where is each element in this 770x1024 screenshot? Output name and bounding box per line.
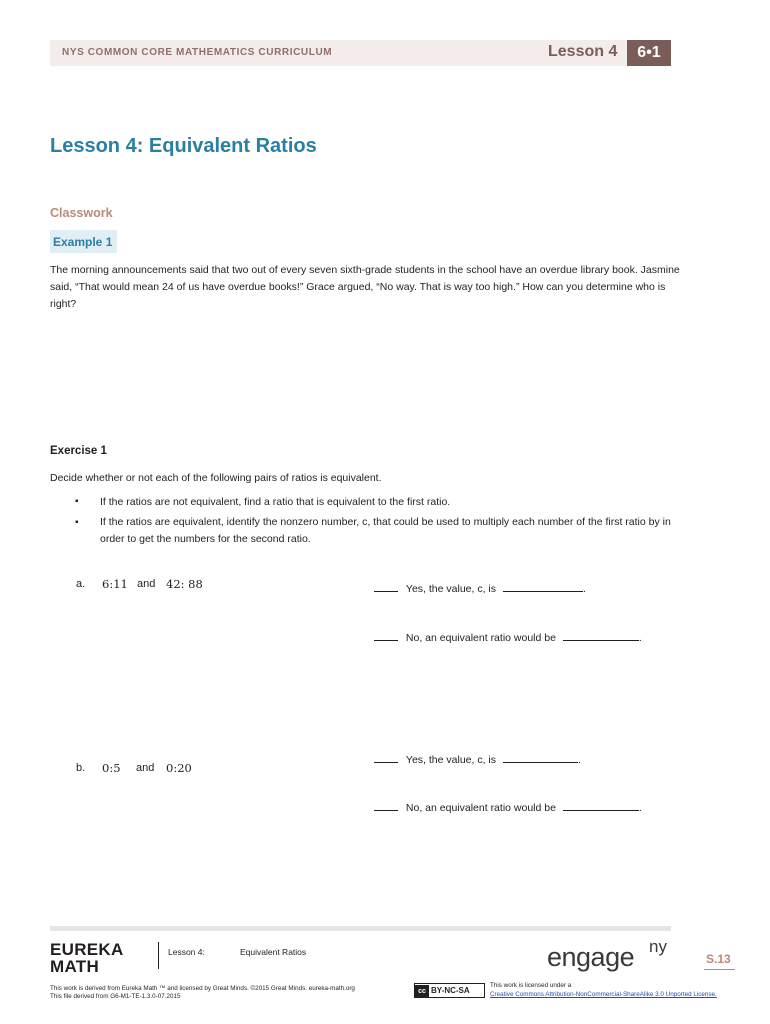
engageny-logo-ny: ny [649,937,667,956]
derived-notice: This work is derived from Eureka Math ™ and licensed by Great Minds. ©2015 Great Minds. eureka-math.org [50,985,355,992]
logo-line-1: EUREKA [50,940,124,959]
problem-ratio-1: 0:5 [102,761,121,775]
cc-icon: cc [415,985,429,998]
curriculum-title: NYS COMMON CORE MATHEMATICS CURRICULUM [62,47,333,58]
no-text: No, an equivalent ratio would be [405,802,556,814]
check-blank[interactable] [374,630,398,641]
cc-license-badge[interactable] [414,983,485,998]
example-label: Example 1 [53,235,113,249]
footer-lesson: Lesson 4: [168,947,205,957]
footer-divider [158,942,159,969]
check-blank[interactable] [374,752,398,763]
no-text: No, an equivalent ratio would be [405,632,556,644]
answer-blank[interactable] [563,800,639,811]
yes-text: Yes, the value, c, is [405,583,497,595]
engageny-logo: engage [547,942,635,972]
footer-rule [50,926,671,931]
check-blank[interactable] [374,581,398,592]
exercise-instructions: Decide whether or not each of the following pairs of ratios is equivalent. [50,472,382,484]
license-link[interactable]: Creative Commons Attribution-NonCommercial-ShareAlike 3.0 Unported License. [490,991,717,998]
problem-label: b. [76,762,86,774]
logo-line-2: MATH [50,957,100,976]
bullet-text: If the ratios are not equivalent, find a ratio that is equivalent to the first ratio. [100,496,451,508]
derived-file: This file derived from G6-M1-TE-1.3.0-07.2015 [50,993,181,1000]
problem-ratio-1: 6:11 [102,577,128,591]
license-text: This work is licensed under a [490,982,572,989]
classwork-heading: Classwork [50,206,113,220]
page-number-rule [704,969,735,970]
eureka-math-logo [50,941,128,977]
no-choice[interactable]: No, an equivalent ratio would be . [374,630,642,644]
check-blank[interactable] [374,800,398,811]
yes-choice[interactable]: Yes, the value, c, is . [374,752,581,766]
problem-ratio-2: 42: 88 [166,577,203,591]
header-lesson: Lesson 4 [548,43,618,60]
page-number: S.13 [706,952,731,966]
answer-blank[interactable] [503,581,583,592]
cc-badge-text: BY-NC-SA [431,986,470,995]
bullet-text: If the ratios are equivalent, identify the nonzero number, c, that could be used to multiply each number of the first ratio by in order to get the numbers for the second ratio. [100,516,671,545]
problem-and: and [137,578,156,590]
problem-and: and [136,762,155,774]
footer-topic: Equivalent Ratios [240,947,307,957]
exercise-heading: Exercise 1 [50,445,107,457]
example-text: The morning announcements said that two out of every seven sixth-grade students in the school have an overdue library book. Jasmine said, “That would mean 24 of us have overdue books!” Grace argued, “No way. That is way too high.” How can you determine who is right? [50,264,680,310]
problem-label: a. [76,578,86,590]
yes-choice[interactable]: Yes, the value, c, is . [374,581,586,595]
answer-blank[interactable] [503,752,578,763]
bullet-icon: ▪ [75,496,79,507]
yes-text: Yes, the value, c, is [405,754,497,766]
bullet-icon: ▪ [75,517,79,528]
answer-blank[interactable] [563,630,639,641]
lesson-title: Lesson 4: Equivalent Ratios [50,135,317,157]
problem-ratio-2: 0:20 [166,761,192,775]
header-module-badge: 6•1 [627,40,671,66]
no-choice[interactable]: No, an equivalent ratio would be . [374,800,642,814]
